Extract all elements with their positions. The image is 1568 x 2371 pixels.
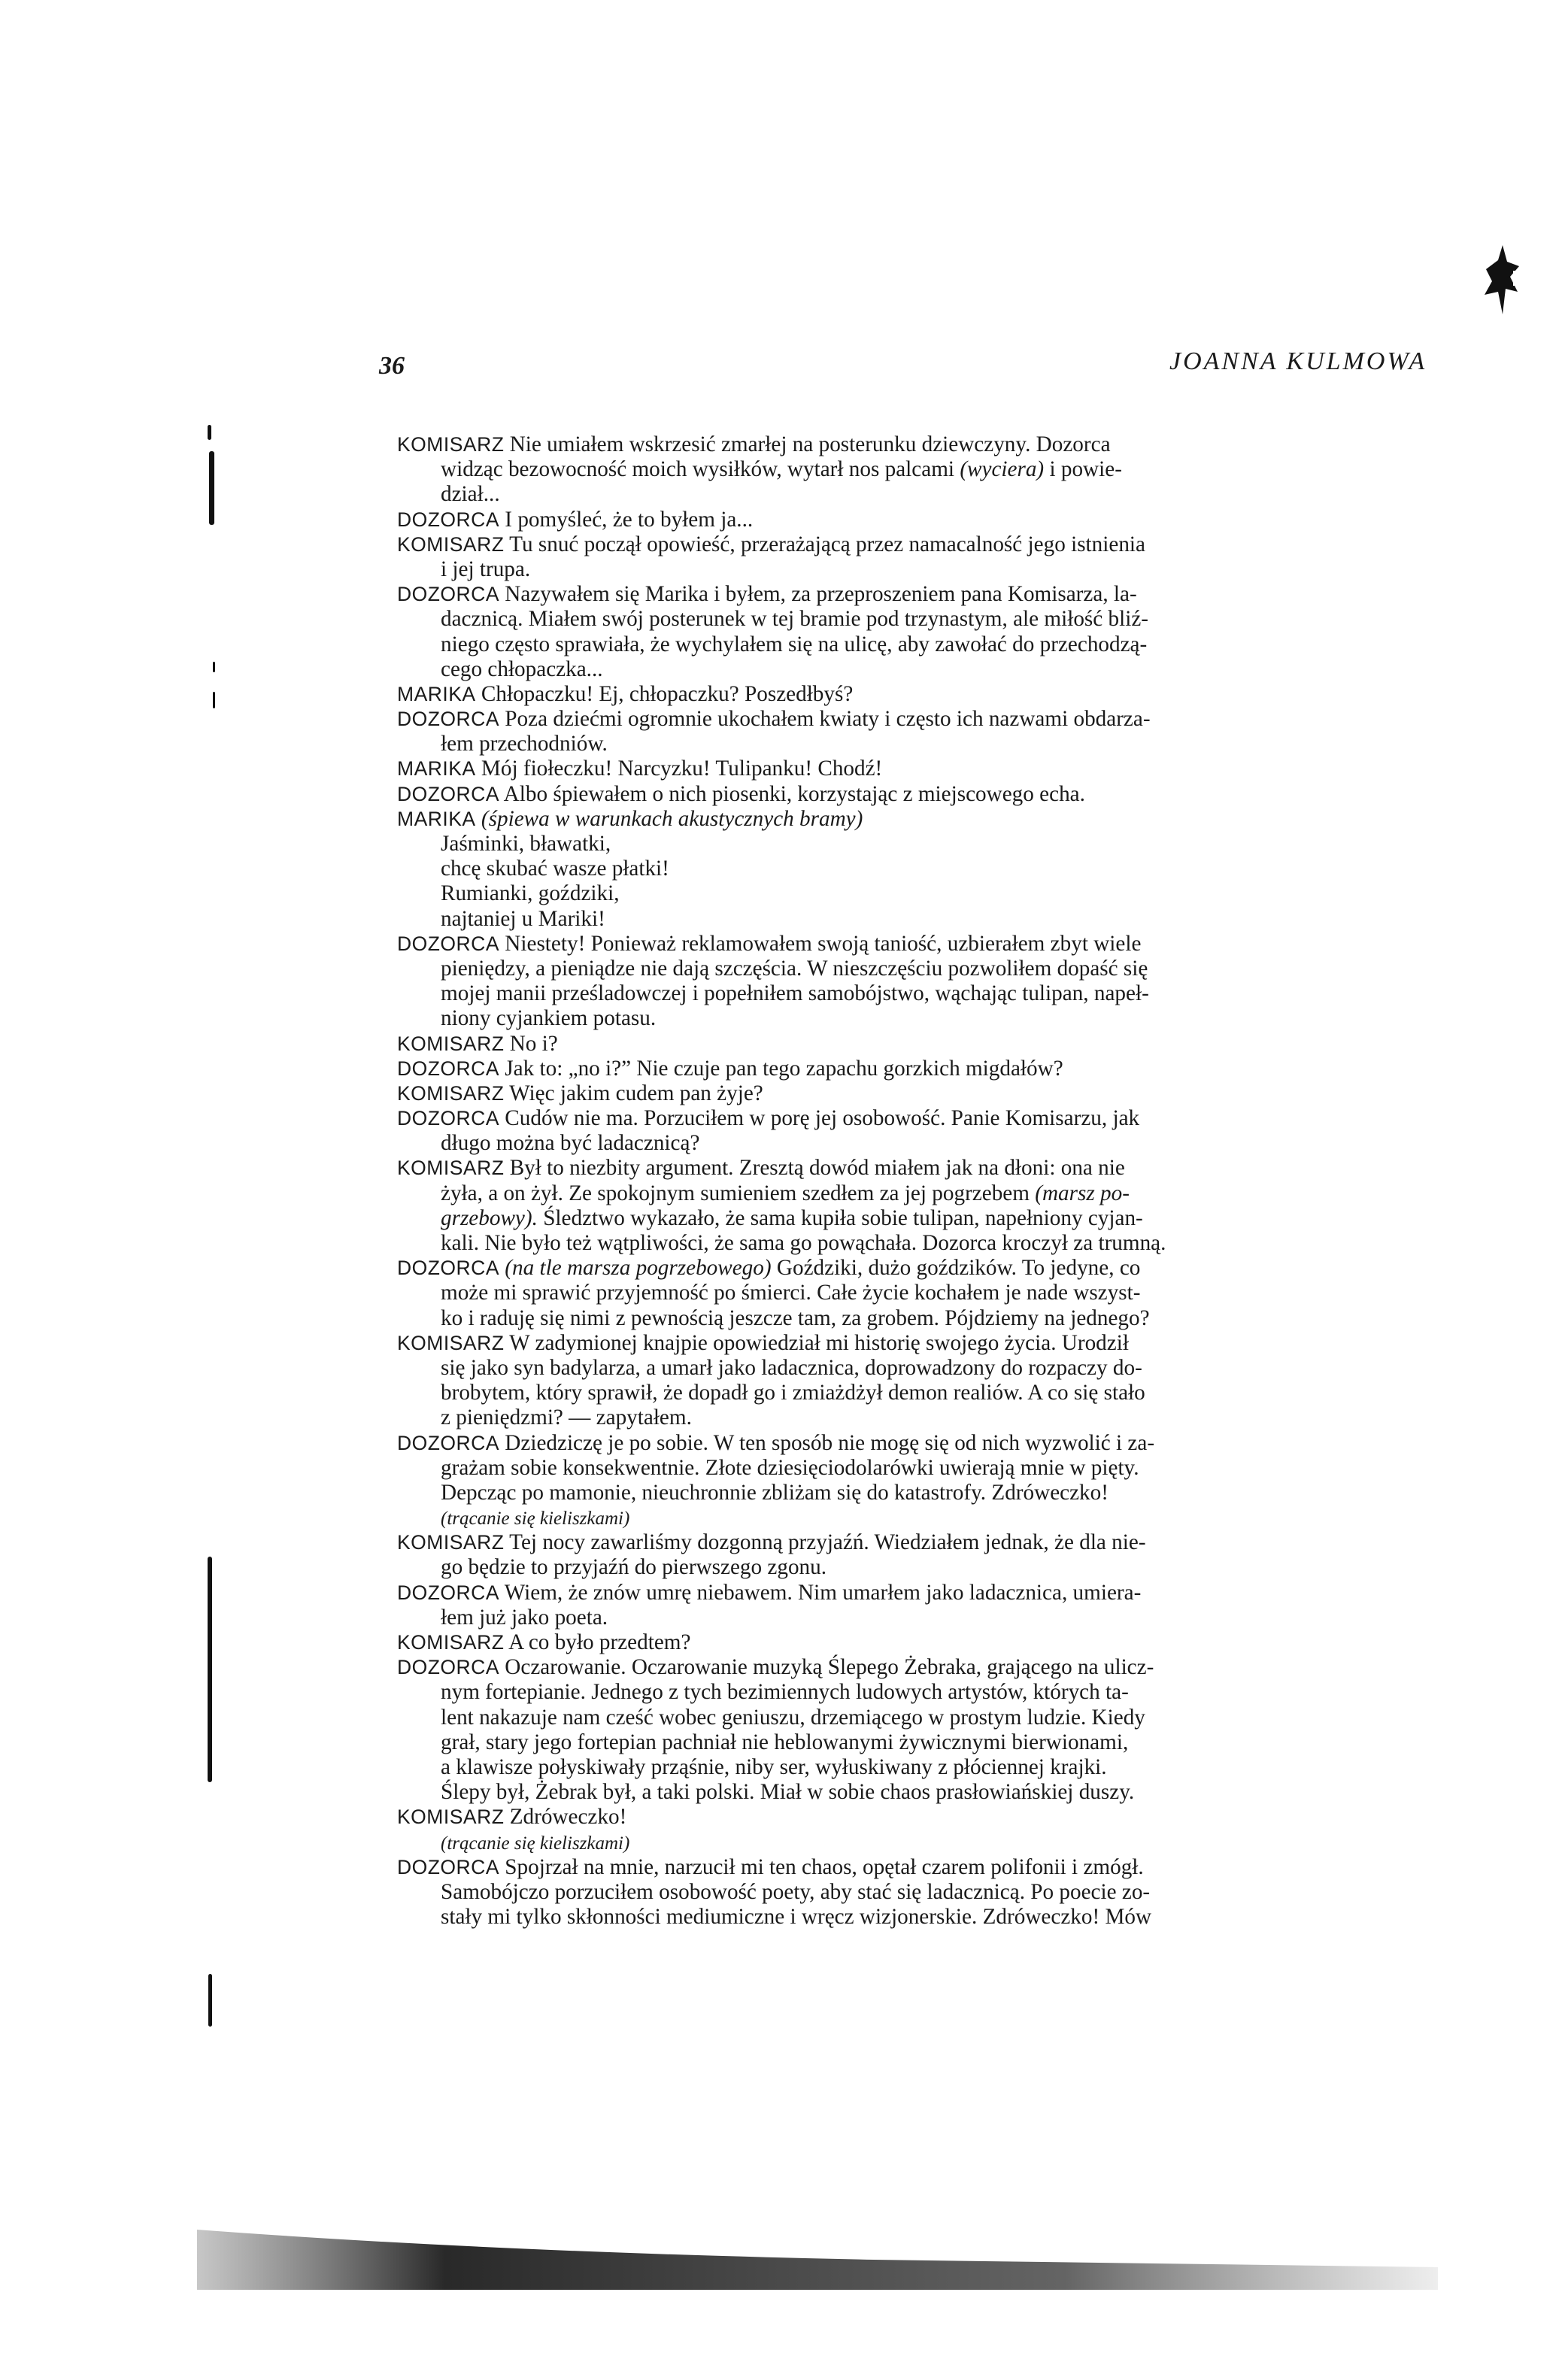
speech-line [397, 1431, 1439, 1456]
speaker-name: KOMISARZ [397, 1531, 505, 1554]
text-line [397, 1505, 1439, 1530]
speech-line [397, 1655, 1439, 1680]
stage-direction: (trącanie się kieliszkami) [441, 1833, 630, 1854]
line-text: Niestety! Ponieważ reklamowałem swoją taniość, uzbierałem zbyt wiele [499, 931, 1142, 956]
speech-line [397, 1530, 1439, 1555]
speech-line [397, 756, 1439, 781]
line-text: Był to niezbity argument. Zresztą dowód miałem jak na dłoni: ona nie [504, 1156, 1125, 1181]
text-line [397, 1830, 1439, 1855]
text-line [397, 1605, 1439, 1630]
speaker-name: DOZORCA [397, 708, 499, 731]
line-text: Ślepy był, Żebrak był, a taki polski. Miał w sobie chaos prasłowiańskiej duszy. [441, 1780, 1135, 1805]
line-text: No i? [504, 1031, 558, 1056]
line-text: Cudów nie ma. Porzuciłem w porę jej osobowość. Panie Komisarzu, jak [499, 1106, 1140, 1131]
speaker-name: DOZORCA [397, 782, 499, 805]
speaker-name: KOMISARZ [397, 1032, 505, 1055]
speaker-name: DOZORCA [397, 1581, 499, 1604]
speech-line [397, 1081, 1439, 1106]
left-edge-mark-small-1 [213, 662, 215, 672]
line-text: a klawisze połyskiwały prząśnie, niby ser, wyłuskiwany z płóciennej krajki. [441, 1754, 1107, 1779]
line-text: Jak to: „no i?” Nie czuje pan tego zapachu gorzkich migdałów? [499, 1056, 1063, 1081]
text-line [397, 1905, 1439, 1930]
line-text: grał, stary jego fortepian pachniał nie heblowanymi żywicznymi bierwionami, [441, 1730, 1129, 1754]
line-text: mojej manii prześladowczej i popełniłem samobójstwo, wąchając tulipan, napeł- [441, 981, 1149, 1006]
speech-line [397, 932, 1439, 957]
speech-line [397, 707, 1439, 732]
line-text: go będzie to przyjaźń do pierwszego zgonu. [441, 1555, 827, 1580]
line-text: kali. Nie było też wątpliwości, że sama go powąchała. Dozorca kroczył za trumną. [441, 1231, 1166, 1255]
text-line [397, 1356, 1439, 1381]
text-line [397, 1231, 1439, 1256]
speech-line [397, 1331, 1439, 1356]
speaker-name: MARIKA [397, 682, 476, 705]
speaker-name: DOZORCA [397, 1656, 499, 1679]
line-text: Albo śpiewałem o nich piosenki, korzystając z miejscowego echa. [499, 781, 1085, 806]
speaker-name: KOMISARZ [397, 532, 505, 556]
stage-direction: grzebowy). [441, 1205, 538, 1230]
line-text: Dziedziczę je po sobie. W ten sposób nie mogę się od nich wyzwolić i za- [499, 1430, 1155, 1455]
speaker-name: KOMISARZ [397, 1631, 505, 1654]
verse-line [397, 832, 1439, 857]
text-line [397, 1755, 1439, 1780]
speech-line [397, 807, 1439, 832]
speaker-name: KOMISARZ [397, 1331, 505, 1354]
line-text: ko i raduję się nimi z pewnością jeszcze tam, za grobem. Pójdziemy na jednego? [441, 1305, 1150, 1330]
speaker-name: DOZORCA [397, 1257, 499, 1280]
left-edge-mark-upper [208, 425, 211, 440]
line-text: I pomyśleć, że to byłem ja... [499, 507, 754, 532]
speech-line [397, 682, 1439, 707]
line-text: chcę skubać wasze płatki! [441, 857, 669, 881]
text-line [397, 1405, 1439, 1430]
line-text: z pieniędzmi? — zapytałem. [441, 1405, 692, 1430]
corner-scan-artifact [1480, 239, 1525, 322]
stage-direction: (trącanie się kieliszkami) [441, 1508, 630, 1530]
verse-line [397, 907, 1439, 932]
verse-line [397, 881, 1439, 906]
text-line [397, 1730, 1439, 1755]
line-text: Nazywałem się Marika i byłem, za przeproszeniem pana Komisarza, la- [499, 582, 1137, 607]
speaker-name: DOZORCA [397, 508, 499, 531]
line-text: Poza dziećmi ogromnie ukochałem kwiaty i często ich nazwami obdarza- [499, 707, 1151, 732]
line-text: nym fortepianie. Jednego z tych bezimiennych ludowych artystów, których ta- [441, 1680, 1129, 1705]
text-line [397, 1206, 1439, 1231]
line-text: Wiem, że znów umrę niebawem. Nim umarłem jako ladacznica, umiera- [499, 1580, 1142, 1605]
speech-line [397, 1057, 1439, 1081]
bottom-scan-shadow [197, 2222, 1438, 2290]
text-line [397, 1306, 1439, 1331]
stage-direction: (marsz po- [1035, 1181, 1130, 1205]
left-edge-mark-small-2 [213, 692, 215, 708]
line-text: pieniędzy, a pieniądze nie dają szczęścia. W nieszczęściu pozwoliłem dopaść się [441, 956, 1148, 981]
speaker-name: DOZORCA [397, 1057, 499, 1080]
line-text: A co było przedtem? [504, 1630, 691, 1654]
line-text: Oczarowanie. Oczarowanie muzyką Ślepego Żebraka, grającego na ulicz- [499, 1655, 1154, 1680]
speaker-name: KOMISARZ [397, 1157, 505, 1180]
text-line [397, 457, 1439, 482]
line-text: widząc bezowocność moich wysiłków, wytarł nos palcami [441, 457, 960, 482]
text-line [397, 981, 1439, 1006]
text-line [397, 482, 1439, 507]
text-line [397, 732, 1439, 756]
line-text: niony cyjankiem potasu. [441, 1006, 657, 1031]
text-line [397, 1680, 1439, 1705]
speaker-name: KOMISARZ [397, 433, 505, 456]
line-text: może mi sprawić przyjemność po śmierci. Całe życie kochałem je nade wszyst- [441, 1281, 1141, 1305]
line-text: Chłopaczku! Ej, chłopaczku? Poszedłbyś? [475, 681, 854, 706]
line-text: Więc jakim cudem pan żyje? [504, 1081, 763, 1105]
line-text: stały mi tylko skłonności mediumiczne i wręcz wizjonerskie. Zdróweczko! Mów [441, 1905, 1152, 1930]
text-line [397, 557, 1439, 582]
text-line [397, 632, 1439, 657]
text-line [397, 657, 1439, 682]
verse-line [397, 857, 1439, 881]
speech-line [397, 1256, 1439, 1281]
speaker-name: MARIKA [397, 807, 476, 830]
line-text: lent nakazuje nam cześć wobec geniuszu, drzemiącego w prostym ludzie. Kiedy [441, 1705, 1145, 1730]
line-text: Nie umiałem wskrzesić zmarłej na posterunku dziewczyny. Dozorca [504, 432, 1111, 456]
line-text: żyła, a on żył. Ze spokojnym sumieniem szedłem za jej pogrzebem [441, 1181, 1036, 1205]
text-line [397, 1381, 1439, 1405]
stage-direction: (na tle marsza pogrzebowego) [505, 1256, 772, 1281]
text-line [397, 957, 1439, 981]
speaker-name: DOZORCA [397, 932, 499, 955]
line-text: łem już jako poeta. [441, 1605, 608, 1630]
line-text: Rumianki, goździki, [441, 881, 620, 906]
page-number: 36 [379, 352, 405, 380]
line-text: Depcząc po mamonie, nieuchronnie zbliżam się do katastrofy. Zdróweczko! [441, 1480, 1109, 1505]
line-text: W zadymionej knajpie opowiedział mi historię swojego życia. Urodził [504, 1330, 1129, 1355]
speech-line [397, 1581, 1439, 1605]
line-text: Zdróweczko! [504, 1805, 627, 1830]
dialogue-text [397, 432, 1439, 1930]
speech-line [397, 582, 1439, 607]
line-text: Tu snuć począł opowieść, przerażającą przez namacalność jego istnienia [504, 532, 1145, 556]
line-text-after: Goździki, dużo goździków. To jedyne, co [771, 1256, 1141, 1281]
line-text: Samobójczo porzuciłem osobowość poety, aby stać się ladacznicą. Po poecie zo- [441, 1879, 1151, 1904]
speech-line [397, 1032, 1439, 1057]
line-text [476, 807, 481, 831]
text-line [397, 1281, 1439, 1305]
line-text-after: i powie- [1044, 457, 1122, 482]
line-text: niego często sprawiała, że wychylałem się na ulicę, aby zawołać do przechodzą- [441, 632, 1148, 656]
speaker-name: DOZORCA [397, 1855, 499, 1878]
speech-line [397, 508, 1439, 532]
speaker-name: MARIKA [397, 757, 476, 781]
speaker-name: KOMISARZ [397, 1081, 505, 1105]
line-text: grażam sobie konsekwentnie. Złote dziesięciodolarówki uwierają mnie w pięty. [441, 1455, 1139, 1480]
running-head: JOANNA KULMOWA [1169, 347, 1427, 375]
line-text-after: Śledztwo wykazało, że sama kupiła sobie tulipan, napełniony cyjan- [537, 1205, 1143, 1230]
speech-line [397, 1805, 1439, 1830]
line-text: Tej nocy zawarliśmy dozgonną przyjaźń. Wiedziałem jednak, że dla nie- [504, 1530, 1146, 1555]
line-text: się jako syn badylarza, a umarł jako ladacznica, doprowadzony do rozpaczy do- [441, 1355, 1142, 1380]
speech-line [397, 1630, 1439, 1655]
stage-direction: (wyciera) [960, 457, 1045, 482]
speech-line [397, 1106, 1439, 1131]
line-text: najtaniej u Mariki! [441, 906, 605, 931]
speech-line [397, 1156, 1439, 1181]
line-text: i jej trupa. [441, 556, 531, 581]
speaker-name: DOZORCA [397, 583, 499, 606]
line-text: cego chłopaczka... [441, 656, 603, 681]
speech-line [397, 532, 1439, 557]
line-text: Mój fiołeczku! Narcyzku! Tulipanku! Chodź! [475, 756, 883, 781]
speech-line [397, 782, 1439, 807]
line-text: długo można być ladacznicą? [441, 1131, 700, 1156]
line-text: Jaśminki, bławatki, [441, 832, 611, 856]
left-edge-mark-middle [208, 1557, 212, 1782]
speaker-name: KOMISARZ [397, 1806, 505, 1829]
line-text: brobytem, który sprawił, że dopadł go i zmiażdżył demon realiów. A co się stało [441, 1381, 1145, 1405]
left-edge-mark-top [209, 451, 214, 525]
speaker-name: DOZORCA [397, 1431, 499, 1454]
text-line [397, 1131, 1439, 1156]
text-line [397, 607, 1439, 632]
line-text: dacznicą. Miałem swój posterunek w tej bramie pod trzynastym, ale miłość bliź- [441, 607, 1149, 632]
text-line [397, 1456, 1439, 1481]
text-line [397, 1705, 1439, 1730]
text-line [397, 1880, 1439, 1905]
text-line [397, 1555, 1439, 1580]
text-line [397, 1481, 1439, 1505]
line-text: Spojrzał na mnie, narzucił mi ten chaos, opętał czarem polifonii i zmógł. [499, 1854, 1144, 1879]
line-text: łem przechodniów. [441, 732, 608, 756]
stage-direction: (śpiewa w warunkach akustycznych bramy) [481, 806, 863, 831]
speech-line [397, 432, 1439, 457]
line-text: dział... [441, 482, 500, 507]
text-line [397, 1181, 1439, 1206]
speaker-name: DOZORCA [397, 1107, 499, 1130]
text-line [397, 1780, 1439, 1805]
left-edge-mark-lower [208, 1974, 212, 2027]
text-line [397, 1006, 1439, 1031]
speech-line [397, 1855, 1439, 1880]
